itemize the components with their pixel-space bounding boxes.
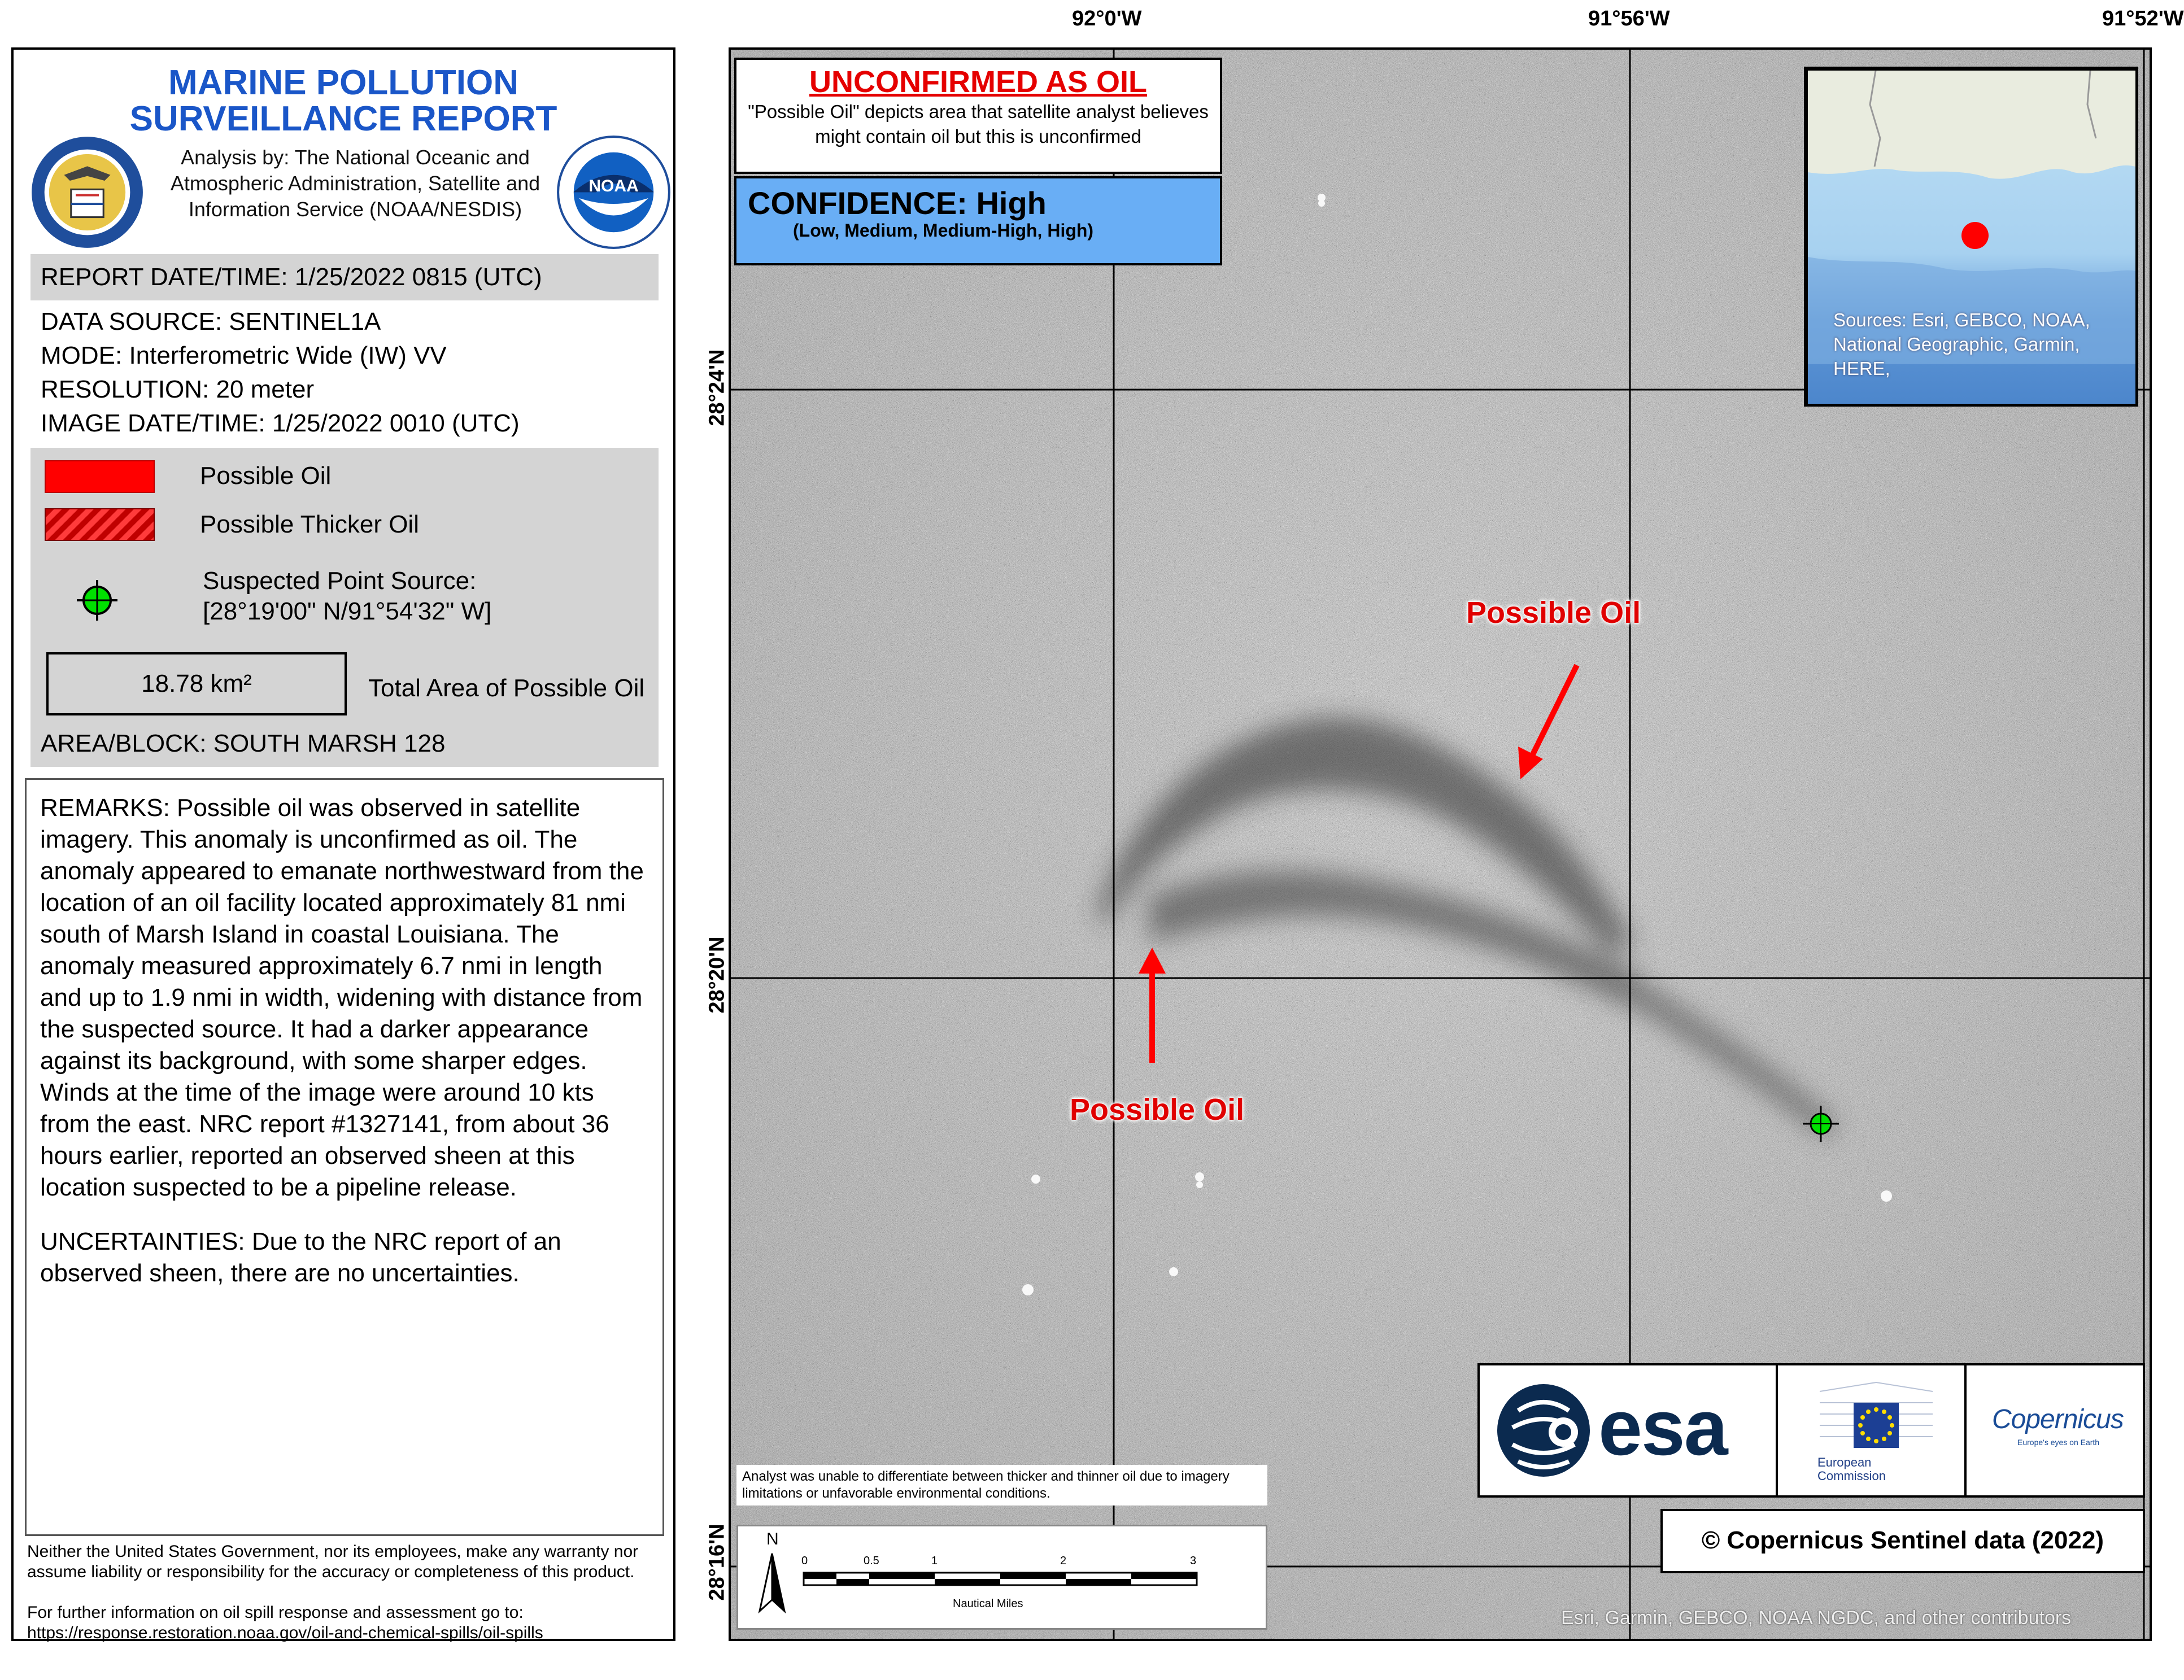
remarks-box (25, 778, 664, 1536)
uncertainties-text: UNCERTAINTIES: Due to the NRC report of an observed sheen, there are no uncertainties. (40, 1228, 561, 1287)
remarks-text: REMARKS: Possible oil was observed in satellite imagery. This anomaly is unconfirmed as oil. The anomaly appeared to emanate northwestward from the location of an oil facility located approximately 81 nmi south of Marsh Island in coastal Louisiana. The anomaly measured approximately 6.7 nmi in length and up to 1.9 nmi in width, widening with distance from the suspected source. It had a darker appearance against its background, with some sharper edges. Winds at the time of the image were around 10 kts from the east. NRC report #1327141, from about 36 hours earlier, reported an observed sheen at this location suspected to be a pipeline release. (40, 794, 644, 1201)
point-source-label: Suspected Point Source: (203, 567, 477, 595)
report-panel (11, 47, 675, 1641)
analyst-note: Analyst was unable to differentiate between thicker and thinner oil due to imagery limitations or unfavorable environmental conditions. (736, 1465, 1267, 1506)
possible-oil-swatch (45, 460, 155, 493)
possible-thicker-oil-swatch (45, 508, 155, 541)
scale-tick-3: 3 (1190, 1555, 1197, 1567)
north-arrow-icon (755, 1538, 789, 1617)
total-area-value: 18.78 km² (46, 652, 347, 715)
possible-oil-label-north: Possible Oil (1466, 596, 1641, 630)
lon-label-92-0: 92°0'W (1072, 7, 1142, 30)
report-title-line2: SURVEILLANCE REPORT (129, 99, 557, 138)
resolution: RESOLUTION: 20 meter (41, 376, 315, 403)
analysis-by-text: Analysis by: The National Oceanic and Atmospheric Administration, Satellite and Information Service (NOAA/NESDIS) (170, 146, 540, 221)
inset-sources: Sources: Esri, GEBCO, NOAA, National Geographic, Garmin, HERE, (1833, 309, 2090, 379)
copyright-notice: © Copernicus Sentinel data (2022) (1660, 1509, 2145, 1573)
area-block: AREA/BLOCK: SOUTH MARSH 128 (30, 721, 659, 767)
basemap-credits: Esri, Garmin, GEBCO, NOAA NGDC, and other contributors (1561, 1607, 2072, 1629)
possible-oil-label: Possible Oil (200, 462, 332, 490)
scale-bar (803, 1572, 1198, 1589)
further-info-link[interactable]: https://response.restoration.noaa.gov/oil-and-chemical-spills/oil-spills (27, 1624, 543, 1642)
scale-tick-2: 2 (1060, 1555, 1067, 1567)
european-commission-logo (1776, 1363, 1967, 1498)
total-area-label: Total Area of Possible Oil (368, 674, 645, 702)
mode: MODE: Interferometric Wide (IW) VV (41, 342, 447, 369)
unconfirmed-title: UNCONFIRMED AS OIL (809, 65, 1147, 99)
scale-tick-0-5: 0.5 (864, 1555, 879, 1567)
possible-thicker-oil-label: Possible Thicker Oil (200, 510, 419, 538)
ec-building-icon (1814, 1380, 1938, 1454)
possible-oil-label-south: Possible Oil (1070, 1093, 1245, 1127)
esa-wordmark: esa (1598, 1383, 1727, 1472)
lon-label-91-52: 91°52'W (2102, 7, 2184, 30)
copernicus-wordmark: Copernicus (1992, 1404, 2124, 1434)
noaa-seal-label: NOAA (588, 177, 639, 195)
point-source-coords: [28°19'00" N/91°54'32" W] (203, 597, 492, 625)
lon-label-91-56: 91°56'W (1588, 7, 1670, 30)
ec-wordmark: European Commission (1817, 1455, 1886, 1483)
satellite-map[interactable] (729, 47, 2152, 1641)
inset-locator-map (1804, 67, 2138, 407)
lat-label-28-24: 28°24'N (705, 349, 729, 426)
point-source-icon (75, 578, 120, 623)
confidence-title: CONFIDENCE: High (748, 185, 1047, 221)
lat-label-28-16: 28°16'N (705, 1524, 729, 1601)
scale-tick-0: 0 (801, 1555, 808, 1567)
report-title-line1: MARINE POLLUTION (168, 63, 518, 102)
scale-bar-box (736, 1525, 1267, 1630)
copernicus-logo (1964, 1363, 2145, 1498)
scale-tick-1: 1 (931, 1555, 938, 1567)
doc-seal-icon (29, 134, 145, 250)
image-datetime: IMAGE DATE/TIME: 1/25/2022 0010 (UTC) (41, 409, 520, 437)
disclaimer-text: Neither the United States Government, nor its employees, make any warranty nor assume liability or responsibility for the accuracy or completeness of this product. (27, 1542, 639, 1581)
confidence-box (734, 176, 1222, 265)
data-source: DATA SOURCE: SENTINEL1A (41, 308, 381, 335)
lat-label-28-20: 28°20'N (705, 936, 729, 1014)
legend (30, 448, 659, 757)
copernicus-tagline: Europe's eyes on Earth (2017, 1438, 2100, 1447)
esa-logo (1477, 1363, 1778, 1498)
confidence-scale: (Low, Medium, Medium-High, High) (793, 220, 1094, 241)
noaa-seal-icon (556, 134, 672, 250)
unconfirmed-box (734, 58, 1222, 174)
report-datetime: REPORT DATE/TIME: 1/25/2022 0815 (UTC) (30, 254, 659, 300)
esa-emblem-icon (1496, 1382, 1592, 1478)
unconfirmed-desc: "Possible Oil" depicts area that satellite analyst believes might contain oil but this is unconfirmed (748, 101, 1209, 147)
scale-unit: Nautical Miles (953, 1598, 1023, 1610)
further-info-text: For further information on oil spill response and assessment go to: (27, 1603, 524, 1622)
north-letter: N (766, 1530, 779, 1548)
